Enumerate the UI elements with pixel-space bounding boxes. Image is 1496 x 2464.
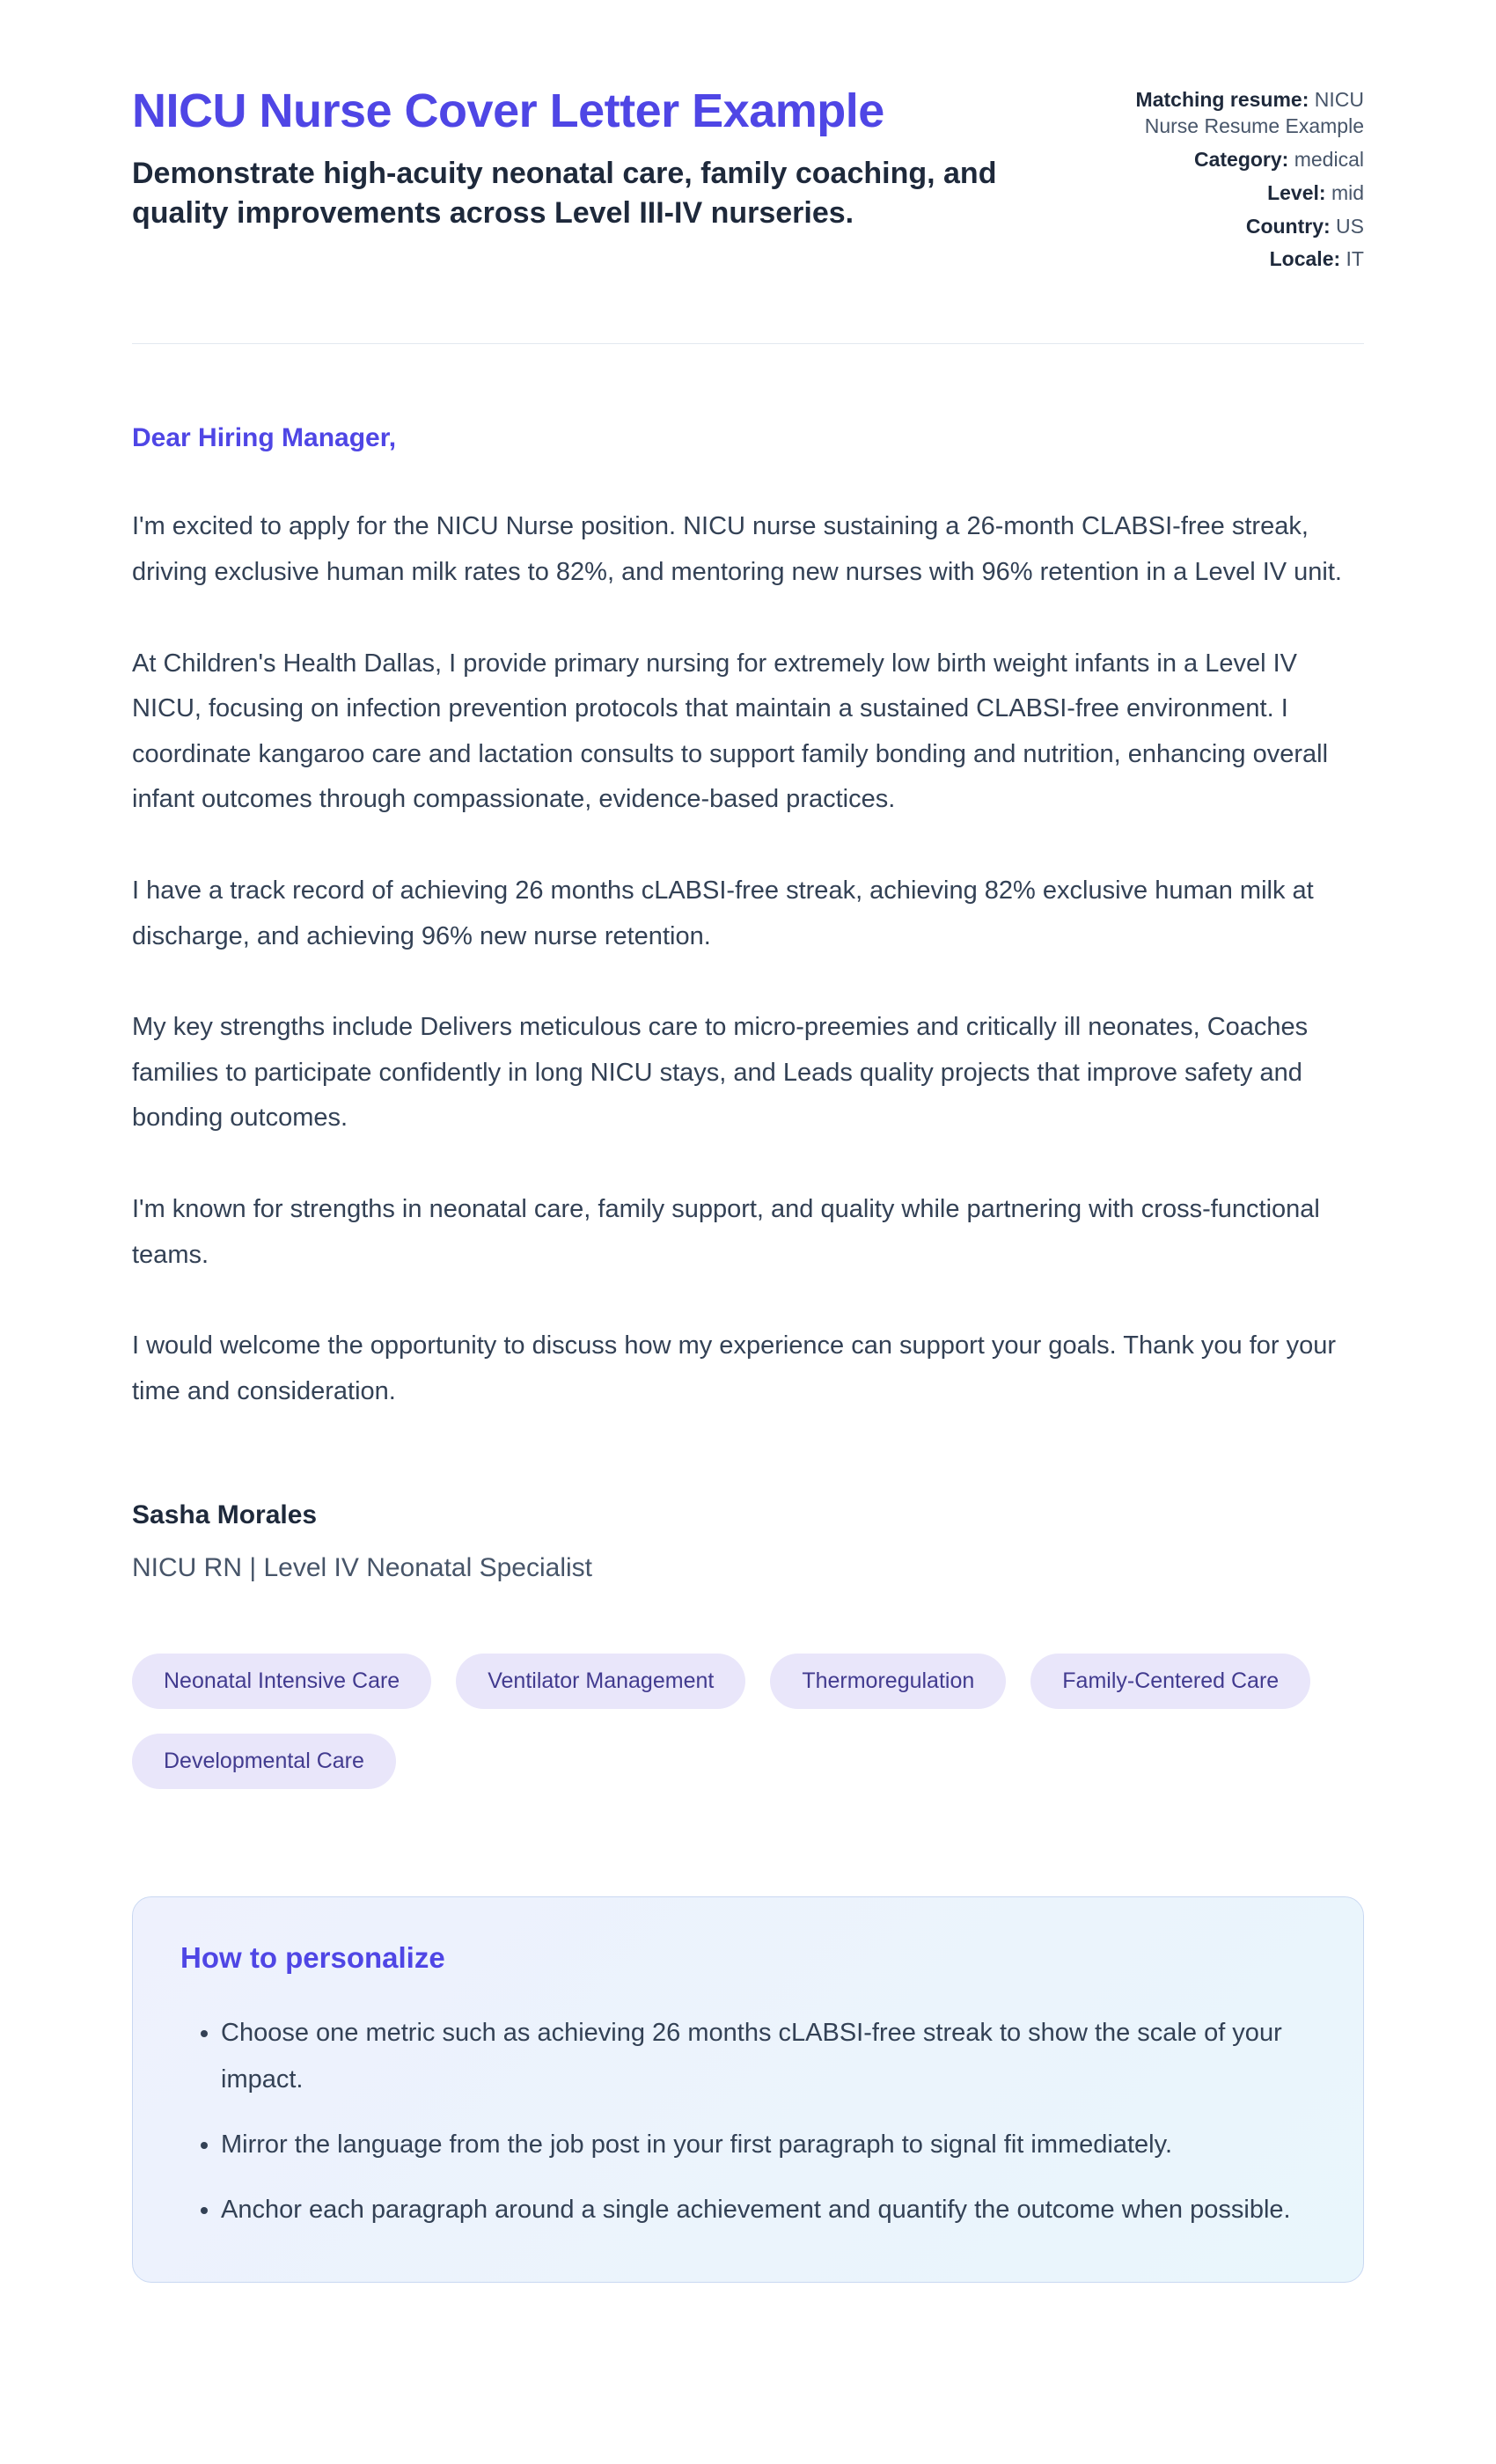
personalize-tip: • Mirror the language from the job post in your first paragraph to signal fit immediately. xyxy=(221,2122,1316,2167)
header-text xyxy=(132,84,1047,234)
signature-title: NICU RN | Level IV Neonatal Specialist xyxy=(132,1553,593,1583)
signature-name: Sasha Morales xyxy=(132,1500,318,1530)
greeting: Dear Hiring Manager, xyxy=(132,423,397,453)
page xyxy=(132,0,1364,2362)
page-title: NICU Nurse Cover Letter Example xyxy=(132,84,884,137)
meta-panel xyxy=(1133,84,1364,280)
meta-label: Country: xyxy=(1245,214,1331,238)
skill-tag: Neonatal Intensive Care xyxy=(132,1654,431,1709)
personalize-card xyxy=(132,1896,1364,2283)
meta-row xyxy=(1133,147,1364,173)
skill-tag: Ventilator Management xyxy=(456,1654,745,1709)
personalize-tips xyxy=(180,2010,1316,2233)
letter-paragraph: I'm excited to apply for the NICU Nurse position. NICU nurse sustaining a 26-month CLABSI-free streak, driving exclusive human milk rates to 82%, and mentoring new nurses with 96% retention in a Level IV unit. xyxy=(132,512,1342,586)
personalize-heading: How to personalize xyxy=(180,1941,445,1975)
meta-row xyxy=(1133,180,1364,207)
meta-value: IT xyxy=(1346,247,1364,271)
page-subtitle: Demonstrate high-acuity neonatal care, family coaching, and quality improvements across Level III-IV nurseries. xyxy=(132,157,997,231)
meta-value: NICU Nurse Resume Example xyxy=(1144,88,1364,137)
meta-value: medical xyxy=(1294,147,1364,171)
personalize-tip: • Choose one metric such as achieving 26 months cLABSI-free streak to show the scale of your impact. xyxy=(221,2010,1316,2101)
meta-row xyxy=(1133,246,1364,273)
skill-tag: Family-Centered Care xyxy=(1030,1654,1310,1709)
skill-tag: Developmental Care xyxy=(132,1734,396,1789)
meta-label: Locale: xyxy=(1269,247,1341,271)
letter-paragraph: I'm known for strengths in neonatal care, family support, and quality while partnering with cross-functional teams. xyxy=(132,1195,1320,1269)
meta-label: Category: xyxy=(1193,147,1289,171)
letter-body xyxy=(132,504,1364,1414)
meta-value: US xyxy=(1336,214,1364,238)
skill-tag: Thermoregulation xyxy=(770,1654,1006,1709)
cover-letter xyxy=(132,423,1364,1583)
meta-row xyxy=(1133,214,1364,240)
meta-label: Matching resume: xyxy=(1135,88,1309,111)
letter-paragraph: I have a track record of achieving 26 months cLABSI-free streak, achieving 82% exclusive human milk at discharge, and achieving 96% new nurse retention. xyxy=(132,876,1314,950)
meta-label: Level: xyxy=(1267,180,1326,204)
letter-paragraph: At Children's Health Dallas, I provide primary nursing for extremely low birth weight infants in a Level IV NICU, focusing on infection prevention protocols that maintain a sustained CLABSI-free environment. I coordinate kangaroo care and lactation consults to support family bonding and nutrition, enhancing overall infant outcomes through compassionate, evidence-based practices. xyxy=(132,649,1329,814)
personalize-tip: • Anchor each paragraph around a single achievement and quantify the outcome when possible. xyxy=(221,2187,1316,2233)
skill-tags xyxy=(132,1654,1364,1789)
meta-row xyxy=(1133,87,1364,140)
divider xyxy=(132,343,1364,344)
letter-paragraph: I would welcome the opportunity to discuss how my experience can support your goals. Thank you for your time and consideration. xyxy=(132,1331,1337,1405)
meta-value: mid xyxy=(1331,180,1364,204)
header xyxy=(132,84,1364,280)
letter-paragraph: My key strengths include Delivers meticulous care to micro-preemies and critically ill neonates, Coaches families to participate confidently in long NICU stays, and Leads quality projects that improve safety and bonding outcomes. xyxy=(132,1013,1309,1133)
